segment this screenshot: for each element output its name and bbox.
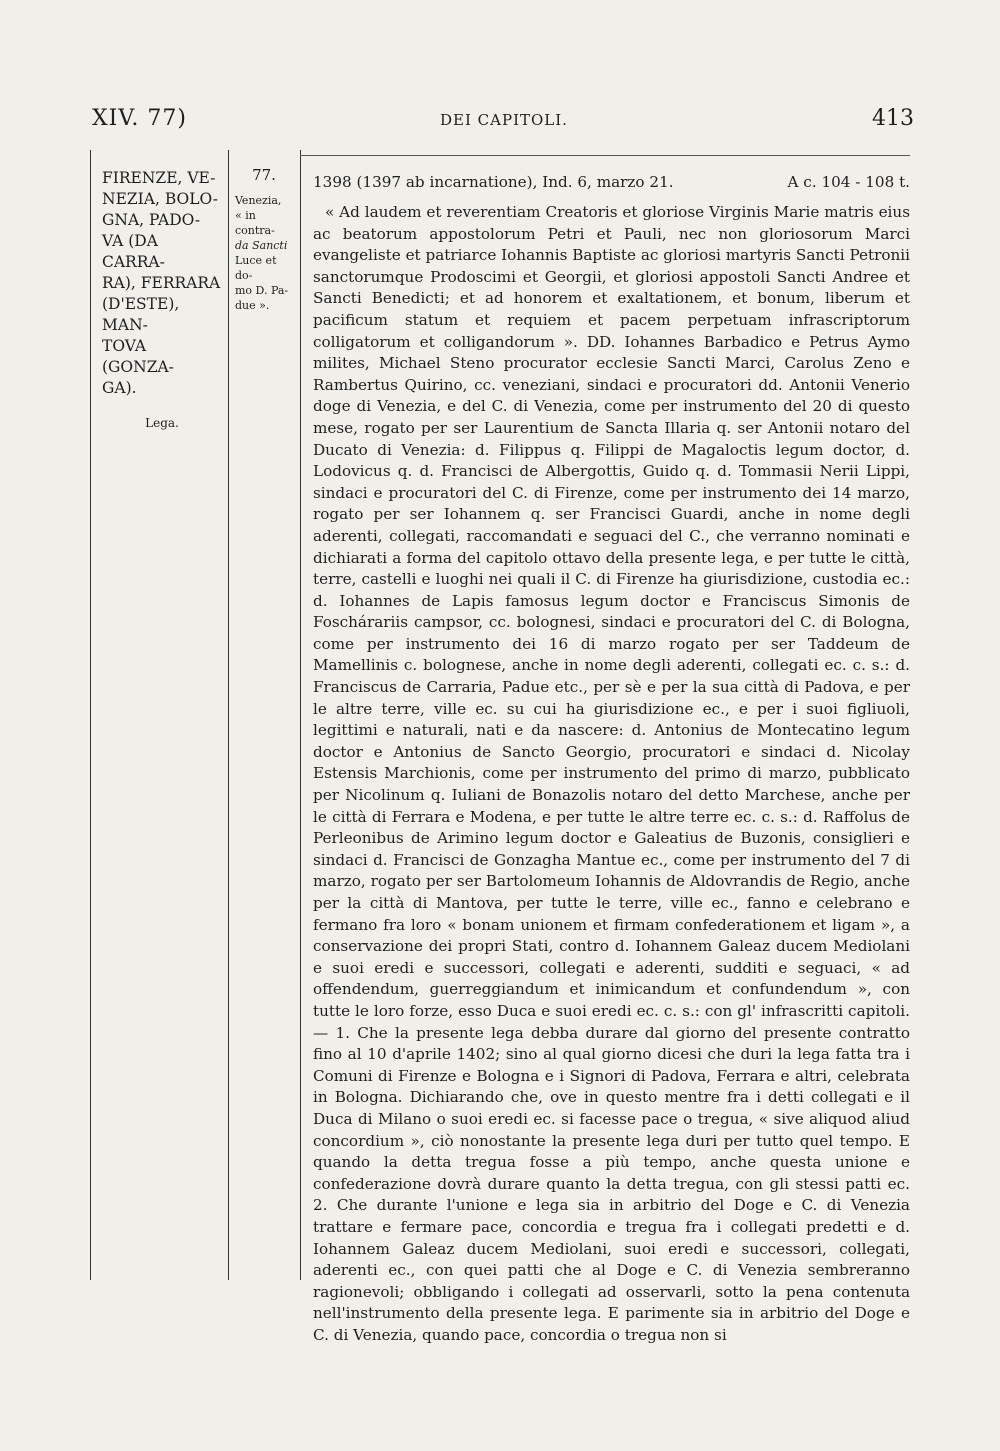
place-line: « in contra- xyxy=(235,209,275,237)
parties-line: GA). xyxy=(102,379,137,397)
parties-line: GNA, PADO- xyxy=(102,211,201,229)
running-title: DEI CAPITOLI. xyxy=(440,111,568,129)
entry-text: « Ad laudem et reverentiam Creatoris et gloriose Virginis Marie matris eius ac beatorum appostolorum Petri et Pauli, nec non gloriosorum Marci evangeliste et patriarce Iohannis Baptiste ac gloriosi martyris Sancti Petronii sanctorumque Prodoscimi et Georgii, et gloriosi appostoli Sancti Andree et Sancti Benedicti; et ad honorem et exaltationem, et bonum, liberum et pacificum statum et requiem et pacem perpetuam infrascriptorum colligatorum et colligandorum ». DD. Iohannes Barbadico e Petrus Aymo milites, Michael Steno procurator ecclesie Sancti Marci, Carolus Zeno e Rambertus Quirino, cc. veneziani, sindaci e procuratori dd. Antonii Venerio doge di Venezia, e del C. di Venezia, come per instrumento del 20 di questo mese, rogato per ser Laurentium de Sancta Illaria q. ser Antonii notaro del Ducato di Venezia: d. Filippus q. Filippi de Magaloctis legum doctor, d. Lodovicus q. d. Francisci de Albergottis, Guido q. d. Tommasii Nerii Lippi, sindaci e procuratori del C. di Firenze, come per instrumento dei 14 marzo, rogato per ser Iohannem q. ser Francisci Guardi, anche in nome degli aderenti, collegati, raccomandati e seguaci del C., che verranno nominati e dichiarati a forma del capitolo ottavo della presente lega, e per tutte le città, terre, castelli e luoghi nei quali il C. di Firenze ha giurisdizione, custodia ec.: d. Iohannes de Lapis famosus legum doctor e Franciscus Simonis de Foschárariis campsor, cc. bolognesi, sindaci e procuratori del C. di Bologna, come per instrumento dei 16 di marzo rogato per ser Taddeum de Mamellinis c. bolognese, anche in nome degli aderenti, collegati ec. c. s.: d. Franciscus de Carraria, Padue etc., per sè e per la sua città di Padova, e per le altre terre, ville ec. su cui ha giurisdizione ec., e per i suoi figliuoli, legittimi e naturali, nati e da nascere: d. Antonius de Montecatino legum doctor e Antonius de Sancto Georgio, procuratori e sindaci d. Nicolay Estensis Marchionis, come per instrumento del primo di marzo, pubblicato per Nicolinum q. Iuliani de Bonazolis notaro del detto Marchese, anche per le città di Ferrara e Modena, e per tutte le altre terre ec. c. s.: d. Raffolus de Perleonibus de Arimino legum doctor e Galeatius de Buzonis, consiglieri e sindaci d. Francisci de Gonzagha Mantue ec., come per instrumento del 7 di marzo, rogato per ser Bartolomeum Iohannis de Aldovrandis de Regio, anche per la città di Mantova, per tutte le terre, ville ec., fanno e celebrano e fermano fra loro « bonam unionem et firmam confederationem et ligam », a conservazione dei propri Stati, contro d. Iohannem Galeaz ducem Mediolani e suoi eredi e successori, collegati e aderenti, sudditi e seguaci, « ad offendendum, guerreggiandum et inimicandum et confundendum », con tutte le loro forze, esso Duca e suoi eredi ec. c. s.: con gl' infrascritti capitoli. — 1. Che la presente lega debba durare dal giorno del presente contratto fino al 10 d'aprile 1402; sino al qual giorno dicesi che duri la lega fatta tra i Comuni di Firenze e Bologna e i Signori di Padova, Ferrara e altri, celebrata in Bologna. Dichiarando che, ove in questo mentre fra i detti collegati e il Duca di Milano o suoi eredi ec. si facesse pace o tregua, « sive aliquod aliud concordium », ciò nonostante la presente lega duri per tutto quel tempo. E quando la detta tregua fosse a più tempo, anche questa unione e confederazione dovrà durare quanto la detta tregua, con gli stessi patti ec. 2. Che durante l'unione e lega sia in arbitrio del Doge e C. di Venezia trattare e fermare pace, concordia e tregua fra i collegati predetti e d. Iohannem Galeaz ducem Mediolani, suoi eredi e successori, collegati, aderenti ec., con quei patti che al Doge e C. di Venezia sembreranno ragionevoli; obbligando i collegati ad osservarli, sotto la pena contenuta nell'instrumento della presente lega. E parimente sia in arbitrio del Doge e C. di Venezia, quando pace, concordia o tregua non si xyxy=(313,203,910,1344)
parties-column xyxy=(102,168,222,434)
parties-line: (D'ESTE), MAN- xyxy=(102,295,180,334)
folio-reference: A c. 104 - 108 t. xyxy=(787,173,910,191)
document-category: Lega. xyxy=(145,416,179,430)
parties-line: TOVA (GONZA- xyxy=(102,337,174,376)
place-line: due ». xyxy=(235,299,270,312)
column-rule-right xyxy=(300,150,301,1280)
parties-line: FIRENZE, VE- xyxy=(102,169,216,187)
place-line: Luce et do- xyxy=(235,254,277,282)
running-header xyxy=(92,106,914,138)
number-place-column xyxy=(235,168,293,313)
place-line: Venezia, xyxy=(235,194,282,207)
column-rule-left xyxy=(90,150,91,1280)
page-number: 413 xyxy=(872,106,914,131)
entry-dateline xyxy=(313,172,910,196)
parties-line: RA), FERRARA xyxy=(102,274,221,292)
section-reference: XIV. 77) xyxy=(92,106,187,131)
column-rule-middle xyxy=(228,150,229,1280)
entry-body xyxy=(313,172,910,1346)
header-rule xyxy=(300,155,910,156)
place-line: da Sancti xyxy=(235,239,288,252)
parties-line: NEZIA, BOLO- xyxy=(102,190,219,208)
place-line: mo D. Pa- xyxy=(235,284,289,297)
entry-date: 1398 (1397 ab incarnatione), Ind. 6, marzo 21. xyxy=(313,173,674,191)
entry-number: 77. xyxy=(252,166,276,184)
parties-line: VA (DA CARRA- xyxy=(102,232,165,271)
